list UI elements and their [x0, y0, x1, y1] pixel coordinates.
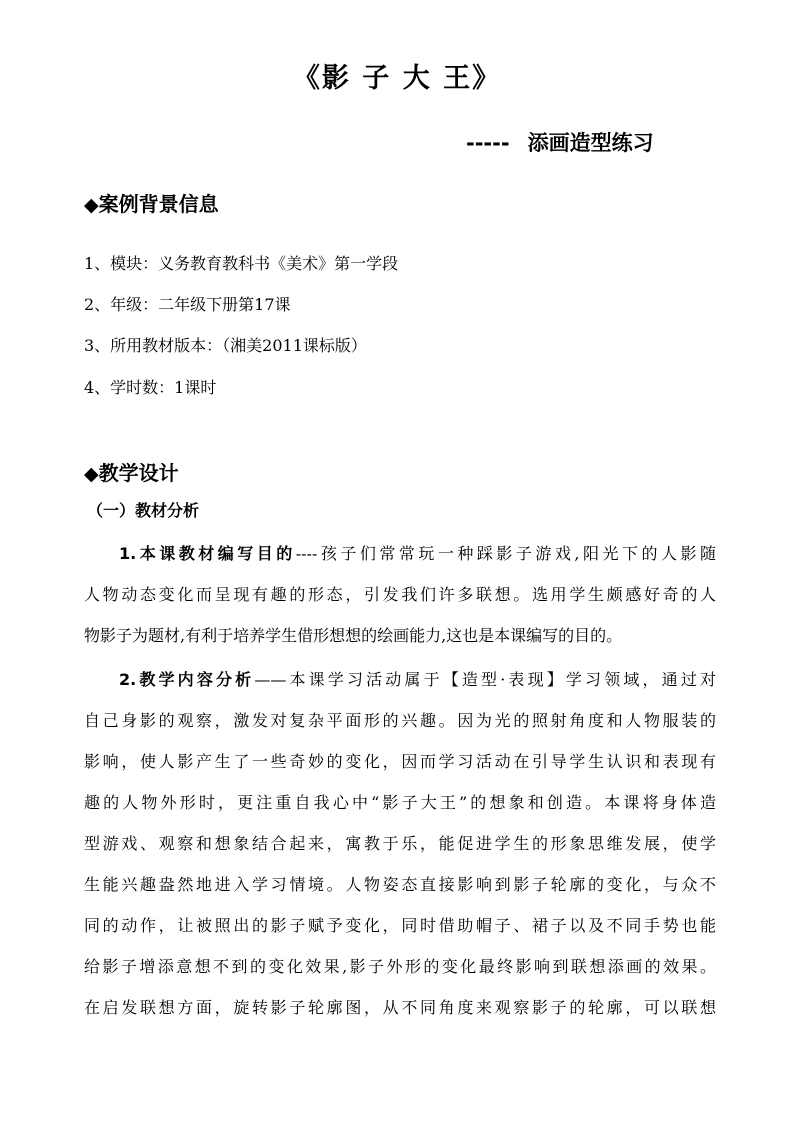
paragraph-lead: 2.教学内容分析: [119, 670, 255, 689]
section-heading-text: 案例背景信息: [98, 192, 219, 216]
section-heading-design: [84, 457, 179, 486]
paragraph-line: 在启发联想方面，旋转影子轮廓图，从不同角度来观察影子的轮廓，可以联想: [84, 998, 716, 1017]
info-item-module: 1、模块：义务教育教科书《美术》第一学段: [84, 254, 399, 273]
diamond-bullet-icon: ◆: [84, 463, 99, 485]
diamond-bullet-icon: ◆: [84, 194, 99, 216]
subtitle-dash: -----: [466, 131, 510, 155]
paragraph-line: 1.本课教材编写目的----孩子们常常玩一种踩影子游戏,阳光下的人影随: [119, 544, 716, 563]
paragraph-line: 影响，使人影产生了一些奇妙的变化，因而学习活动在引导学生认识和表现有: [84, 752, 716, 771]
document-title: 《影 子 大 王》: [292, 63, 502, 94]
paragraph-line: 给影子增添意想不到的变化效果,影子外形的变化最终影响到联想添画的效果。: [84, 957, 716, 976]
paragraph-line: 型游戏、观察和想象结合起来，寓教于乐，能促进学生的形象思维发展，使学: [84, 834, 716, 853]
paragraph-line: 趣的人物外形时，更注重自我心中“影子大王”的想象和创造。本课将身体造: [84, 793, 716, 812]
subheading-material-analysis: （一）教材分析: [87, 501, 200, 520]
paragraph-lead: 1.本课教材编写目的: [119, 544, 296, 563]
paragraph-line: 同的动作，让被照出的影子赋予变化，同时借助帽子、裙子以及不同手势也能: [84, 916, 716, 935]
section-heading-background: [84, 188, 219, 217]
info-item-edition: 3、所用教材版本：（湘美2011课标版）: [84, 336, 367, 355]
info-item-grade: 2、年级：二年级下册第17课: [84, 295, 291, 314]
paragraph-line: 2.教学内容分析——本课学习活动属于【造型·表现】学习领域，通过对: [119, 670, 716, 689]
info-item-hours: 4、学时数：1课时: [84, 378, 217, 397]
paragraph-line: 自己身影的观察，激发对复杂平面形的兴趣。因为光的照射角度和人物服装的: [84, 711, 716, 730]
subtitle-text: 添画造型练习: [527, 131, 654, 155]
document-subtitle: [466, 127, 654, 157]
section-heading-text: 教学设计: [98, 461, 179, 485]
paragraph-line: 物影子为题材,有利于培养学生借形想想的绘画能力,这也是本课编写的目的。: [84, 626, 623, 645]
paragraph-line: 人物动态变化而呈现有趣的形态，引发我们许多联想。选用学生颇感好奇的人: [84, 585, 716, 604]
paragraph-line: 生能兴趣盎然地进入学习情境。人物姿态直接影响到影子轮廓的变化，与众不: [84, 875, 716, 894]
